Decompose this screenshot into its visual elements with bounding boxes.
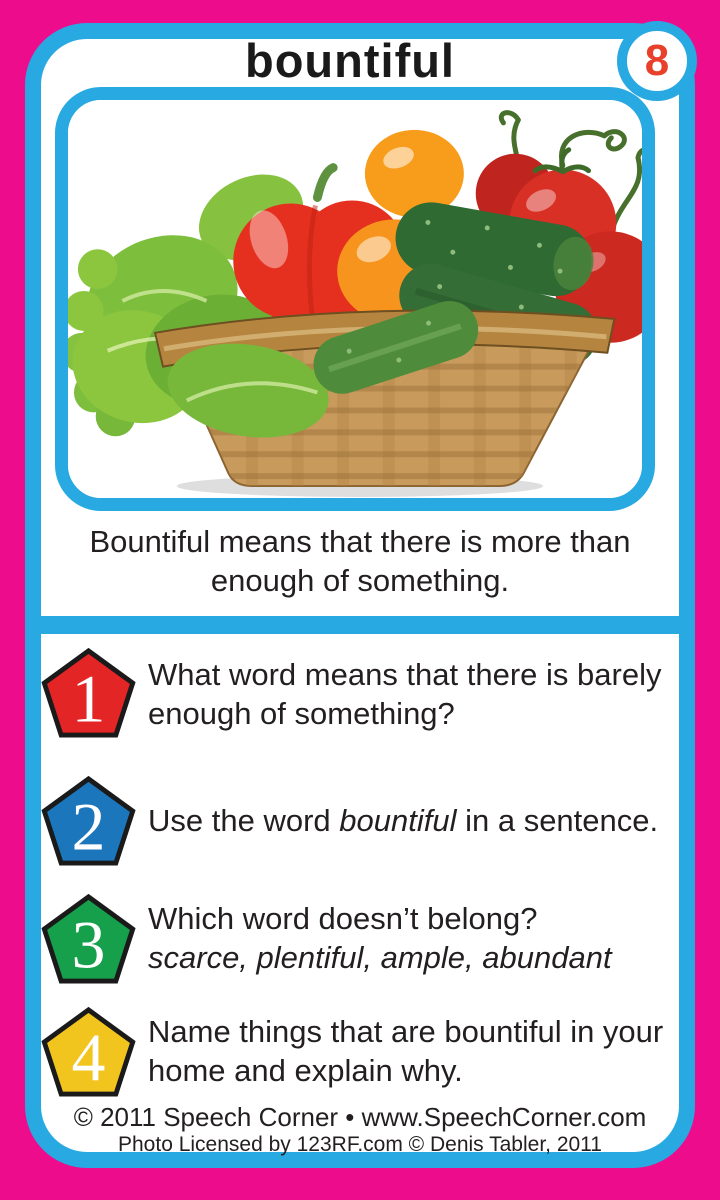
card-title: bountiful (245, 34, 455, 87)
question-3-badge (40, 893, 137, 990)
question-text-segment-italic: bountiful (339, 803, 457, 838)
question-text-segment: enough of something? (148, 696, 455, 731)
question-line (148, 1051, 674, 1090)
question-line (148, 899, 674, 938)
card-number: 8 (644, 36, 670, 85)
orange-tomato-top-icon (365, 130, 464, 218)
question-3-text (148, 893, 674, 977)
question-line (148, 694, 674, 733)
question-2 (40, 775, 674, 865)
question-1 (40, 647, 674, 737)
question-text-segment: in a sentence. (456, 803, 659, 838)
footer-photo-credit: Photo Licensed by 123RF.com © Denis Tabler, 2011 (118, 1133, 602, 1156)
card-number-badge (617, 21, 697, 101)
question-line-italic (148, 938, 674, 977)
question-text-segment: Which word doesn’t belong? (148, 901, 538, 936)
section-divider (41, 616, 679, 634)
question-text-segment: home and explain why. (148, 1053, 463, 1088)
question-text-segment: Use the word (148, 803, 340, 838)
question-text-segment: Name things that are bountiful in your (148, 1014, 664, 1049)
question-3 (40, 893, 674, 983)
question-1-text (148, 647, 674, 733)
footer-copyright: © 2011 Speech Corner • www.SpeechCorner.com (73, 1102, 647, 1132)
question-2-number: 2 (71, 788, 106, 865)
question-2-text (148, 775, 674, 840)
question-3-number: 3 (71, 906, 106, 983)
question-1-badge (40, 647, 137, 744)
question-text-segment-italic: scarce, plentiful, ample, abundant (148, 940, 612, 975)
question-4-text (148, 1006, 674, 1090)
definition-text: Bountiful means that there is more than enough of something. (89, 524, 631, 598)
question-2-badge (40, 775, 137, 872)
question-line (148, 655, 674, 694)
question-line (148, 801, 674, 840)
photo-frame (55, 87, 655, 511)
question-4 (40, 1006, 674, 1096)
vegetable-basket-photo (68, 100, 642, 498)
question-4-badge (40, 1006, 137, 1103)
question-text-segment: What word means that there is barely (148, 657, 662, 692)
question-4-number: 4 (71, 1019, 106, 1096)
question-line (148, 1012, 674, 1051)
question-1-number: 1 (71, 660, 106, 737)
